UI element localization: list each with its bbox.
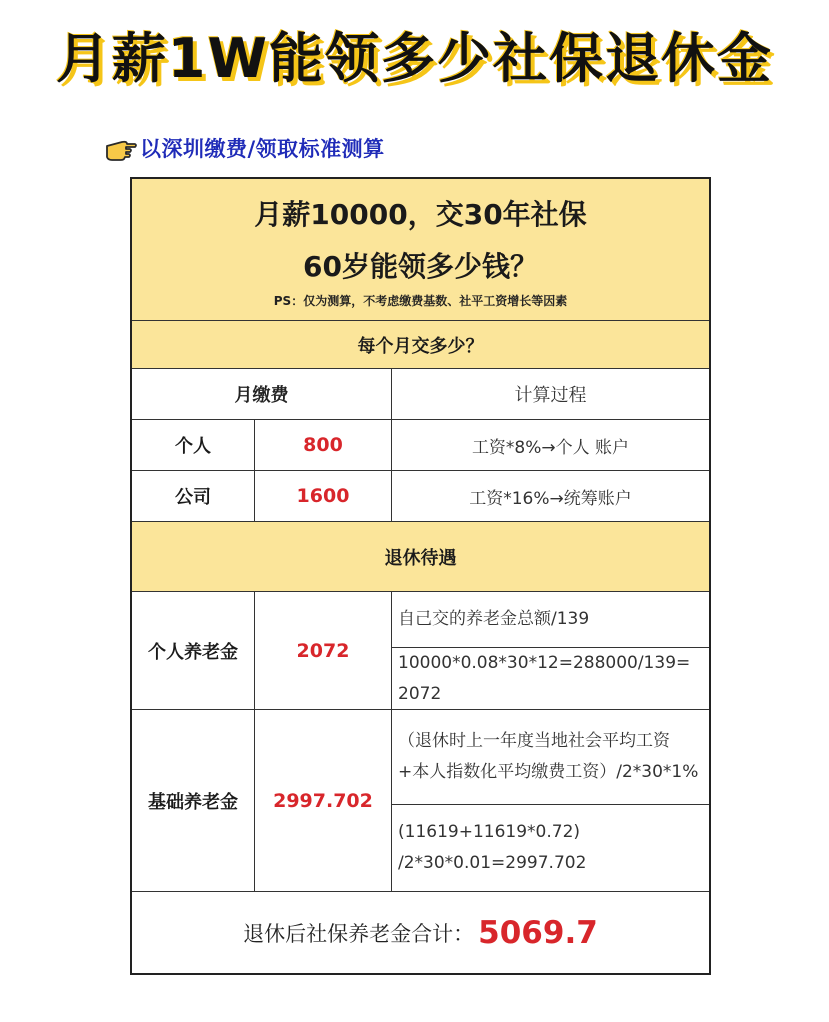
calc-basic-pension [392, 805, 709, 892]
total-value: 5069.7 [478, 914, 598, 951]
formula-basic-pension: （退休时上一年度当地社会平均工资+本人指数化平均缴费工资）/2*30*1% [392, 710, 709, 805]
calc-company-contribution: 工资*16%→统筹账户 [392, 471, 709, 522]
header-line-2: 60岁能领多少钱？ [303, 250, 538, 283]
calc-personal-pension: 10000*0.08*30*12=288000/139=2072 [392, 648, 709, 710]
calc-basic-pension-line-2: /2*30*0.01=2997.702 [398, 853, 587, 873]
section-title-monthly: 每个月交多少？ [132, 321, 709, 369]
header-line-1: 月薪10000，交30年社保 [254, 198, 587, 231]
value-basic-pension: 2997.702 [255, 710, 392, 892]
value-company-contribution: 1600 [255, 471, 392, 522]
calc-basic-pension-line-1: (11619+11619*0.72) [398, 822, 581, 842]
total-label: 退休后社保养老金合计： [243, 921, 475, 946]
pension-table [130, 177, 711, 975]
total-row [132, 892, 709, 973]
pointing-hand-icon [104, 133, 138, 163]
row-label-personal: 个人 [132, 420, 255, 471]
subtitle-row [104, 132, 385, 164]
section-title-retirement: 退休待遇 [132, 522, 709, 592]
value-personal-contribution: 800 [255, 420, 392, 471]
calc-personal-contribution: 工资*8%→个人 账户 [392, 420, 709, 471]
subtitle-text: 以深圳缴费/领取标准测算 [140, 137, 385, 161]
row-label-basic-pension: 基础养老金 [132, 710, 255, 892]
value-personal-pension: 2072 [255, 592, 392, 710]
column-header-calculation: 计算过程 [392, 369, 709, 420]
page-title: 月薪1W能领多少社保退休金 [55, 27, 774, 90]
header-ps-note: PS：仅为测算，不考虑缴费基数、社平工资增长等因素 [273, 294, 568, 308]
row-label-company: 公司 [132, 471, 255, 522]
table-header [132, 179, 709, 321]
formula-personal-pension: 自己交的养老金总额/139 [392, 592, 709, 648]
row-label-personal-pension: 个人养老金 [132, 592, 255, 710]
column-header-monthly-fee: 月缴费 [132, 369, 392, 420]
